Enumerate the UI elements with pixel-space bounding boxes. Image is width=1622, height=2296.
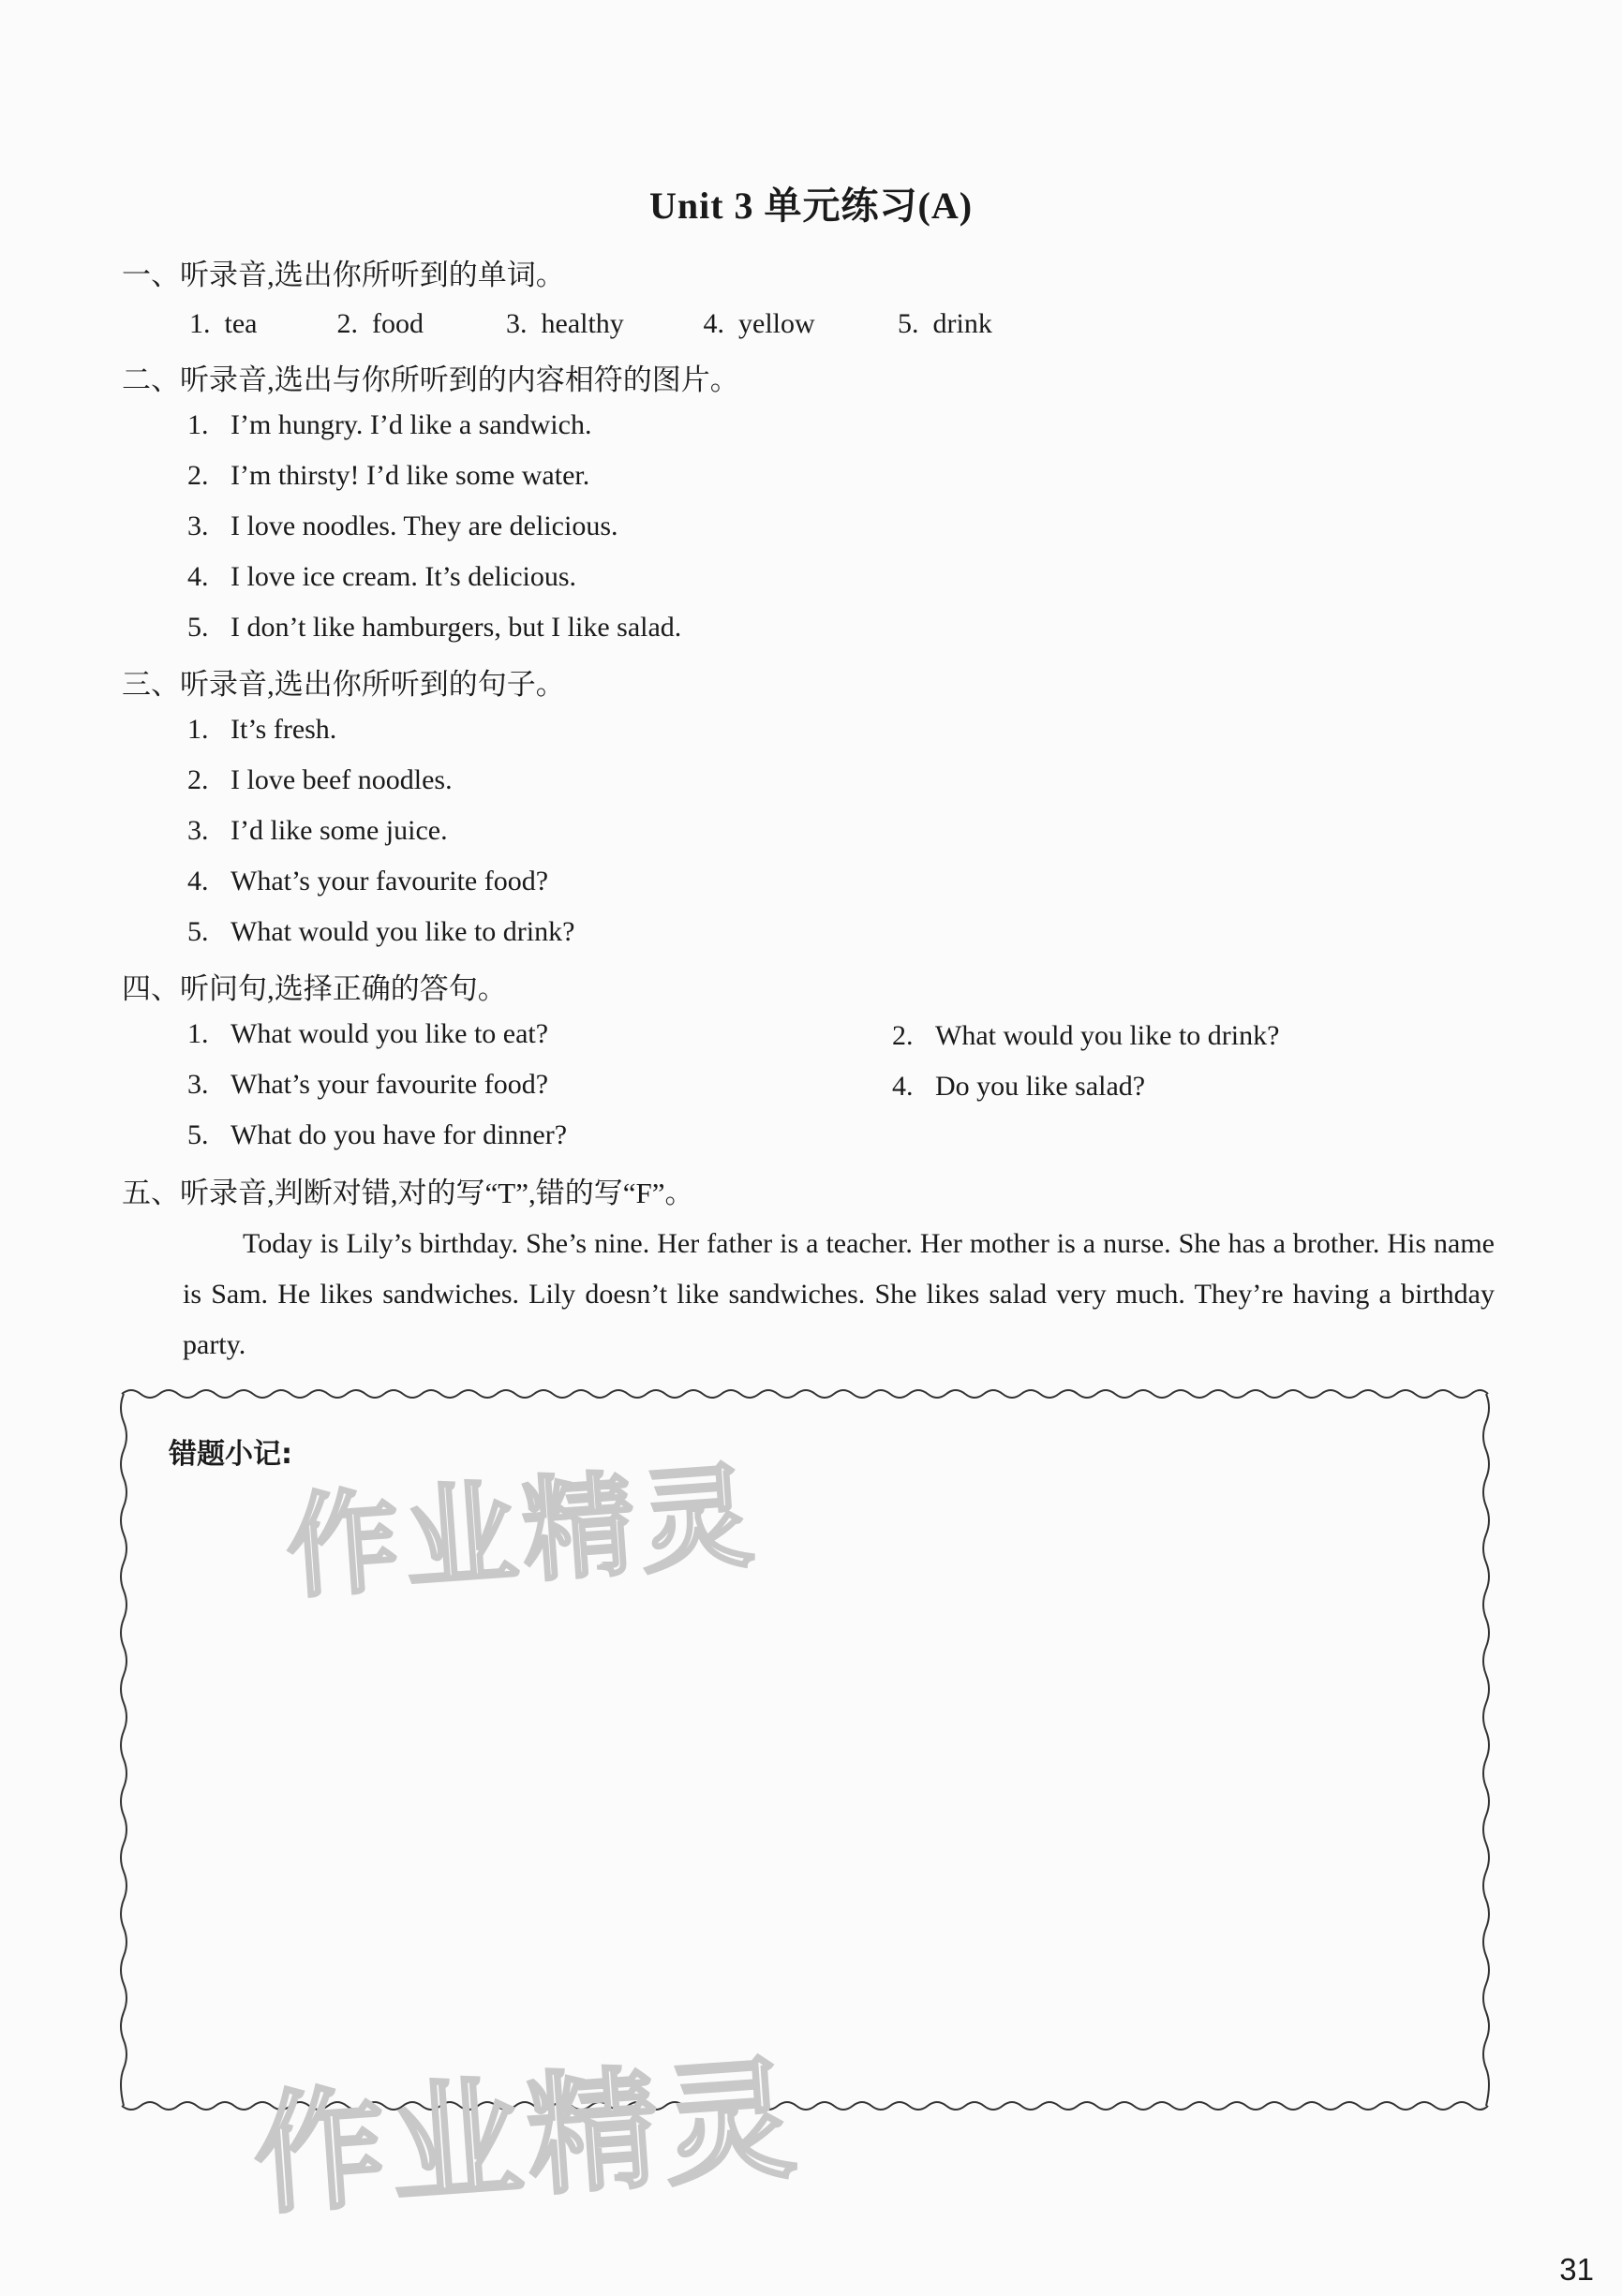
part2-item: 2. I’m thirsty! I’d like some water. (187, 460, 590, 491)
part4-item: 1. What would you like to eat? (187, 1018, 549, 1049)
word-item: 3. healthy (506, 308, 624, 339)
part2-heading: 二、听录音,选出与你所听到的内容相符的图片。 (122, 363, 739, 396)
part5-heading: 五、听录音,判断对错,对的写“T”,错的写“F”。 (122, 1177, 694, 1209)
part3-item: 2. I love beef noodles. (187, 764, 453, 795)
watermark: 作业精灵 (282, 1451, 763, 1615)
part3-item: 5. What would you like to drink? (187, 916, 575, 947)
part1-word-list (189, 308, 992, 340)
part1-heading: 一、听录音,选出你所听到的单词。 (122, 259, 565, 291)
word-item: 2. food (336, 308, 424, 339)
part3-item: 4. What’s your favourite food? (187, 866, 549, 896)
part3-item: 1. It’s fresh. (187, 714, 337, 745)
part3-heading: 三、听录音,选出你所听到的句子。 (122, 668, 565, 701)
part2-item: 4. I love ice cream. It’s delicious. (187, 561, 577, 592)
part2-item: 1. I’m hungry. I’d like a sandwich. (187, 409, 592, 440)
part3-item: 3. I’d like some juice. (187, 815, 448, 846)
part4-item: 4. Do you like salad? (892, 1071, 1146, 1102)
page-title: Unit 3 单元练习(A) (648, 185, 974, 227)
word-item: 1. tea (189, 308, 258, 339)
part4-item: 2. What would you like to drink? (892, 1020, 1280, 1051)
word-item: 5. drink (898, 308, 992, 339)
part4-item: 3. What’s your favourite food? (187, 1069, 549, 1100)
watermark: 作业精灵 (248, 2042, 806, 2234)
part2-item: 5. I don’t like hamburgers, but I like salad. (187, 612, 682, 643)
part2-item: 3. I love noodles. They are delicious. (187, 511, 618, 541)
word-item: 4. yellow (703, 308, 815, 339)
part4-heading: 四、听问句,选择正确的答句。 (122, 972, 507, 1005)
page-number: 31 (1559, 2252, 1594, 2287)
part4-item: 5. What do you have for dinner? (187, 1119, 568, 1150)
notes-label: 错题小记: (169, 1438, 292, 1471)
reading-passage: Today is Lily’s birthday. She’s nine. Her father is a teacher. Her mother is a nurse. She has a brother. His name is Sam. He likes sandwiches. Lily doesn’t like sandwiches. She likes salad very much. They’re having a birthday party. (183, 1228, 1495, 1360)
